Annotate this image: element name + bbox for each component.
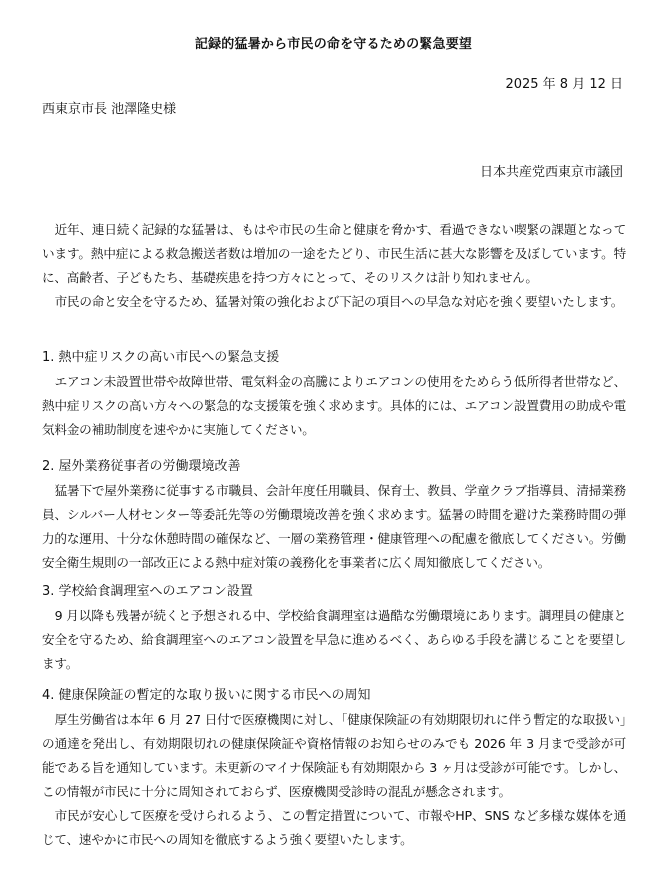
section-heading: 1. 熱中症リスクの高い市民への緊急支援 [42,350,280,365]
document-date: 2025 年 8 月 12 日 [505,77,623,92]
request-section-1 [42,346,626,442]
section-paragraph: 9 月以降も残暑が続くと予想される中、学校給食調理室は過酷な労働環境にあります。調理員の健康と安全を守るため、給食調理室へのエアコン設置を早急に進めるべく、あらゆる手段を講じることを要望します。 [42,608,626,671]
section-paragraph: エアコン未設置世帯や故障世帯、電気料金の高騰によりエアコンの使用をためらう低所得者世帯など、熱中症リスクの高い方々への緊急的な支援策を強く求めます。具体的には、エアコン設置費用の助成や電気料金の補助制度を速やかに実施してください。 [42,374,626,437]
intro-paragraph-2: 市民の命と安全を守るため、猛暑対策の強化および下記の項目への早急な対応を強く要望いたします。 [54,294,624,309]
intro-paragraph-1: 近年、連日続く記録的な猛暑は、もはや市民の生命と健康を脅かす、看過できない喫緊の課題となっています。熱中症による救急搬送者数は増加の一途をたどり、市民生活に甚大な影響を及ぼしています。特に、高齢者、子どもたち、基礎疾患を持つ方々にとって、そのリスクは計り知れません。 [42,222,626,285]
document-title: 記録的猛暑から市民の命を守るための緊急要望 [194,37,473,52]
request-section-2 [42,455,626,575]
addressee: 西東京市長 池澤隆史様 [42,102,177,117]
section-heading: 3. 学校給食調理室へのエアコン設置 [42,584,253,599]
section-heading: 4. 健康保険証の暫定的な取り扱いに関する市民への周知 [42,688,371,703]
section-heading: 2. 屋外業務従事者の労働環境改善 [42,459,241,474]
intro-section [42,218,626,314]
sender: 日本共産党西東京市議団 [479,165,623,180]
request-section-3 [42,580,626,676]
section-paragraph: 厚生労働省は本年 6 月 27 日付で医療機関に対し、「健康保険証の有効期限切れに伴う暫定的な取扱い」の通達を発出し、有効期限切れの健康保険証や資格情報のお知らせのみでも 2026 年 3 月まで受診が可能である旨を通知しています。未更新のマイナ保険証も有効期限から 3 ヶ月は受診が可能です。しかし、この情報が市民に十分に周知されておらず、医療機関受診時の混乱が懸念されます。 [42,712,626,799]
request-section-4 [42,684,626,852]
section-paragraph: 市民が安心して医療を受けられるよう、この暫定措置について、市報やHP、SNS など多様な媒体を通じて、速やかに市民への周知を徹底するよう強く要望いたします。 [42,808,626,847]
section-paragraph: 猛暑下で屋外業務に従事する市職員、会計年度任用職員、保育士、教員、学童クラブ指導員、清掃業務員、シルバー人材センター等委託先等の労働環境改善を強く求めます。猛暑の時間を避けた業務時間の弾力的な運用、十分な休憩時間の確保など、一層の業務管理・健康管理への配慮を徹底してください。労働安全衛生規則の一部改正による熱中症対策の義務化を事業者に広く周知徹底してください。 [42,483,626,570]
